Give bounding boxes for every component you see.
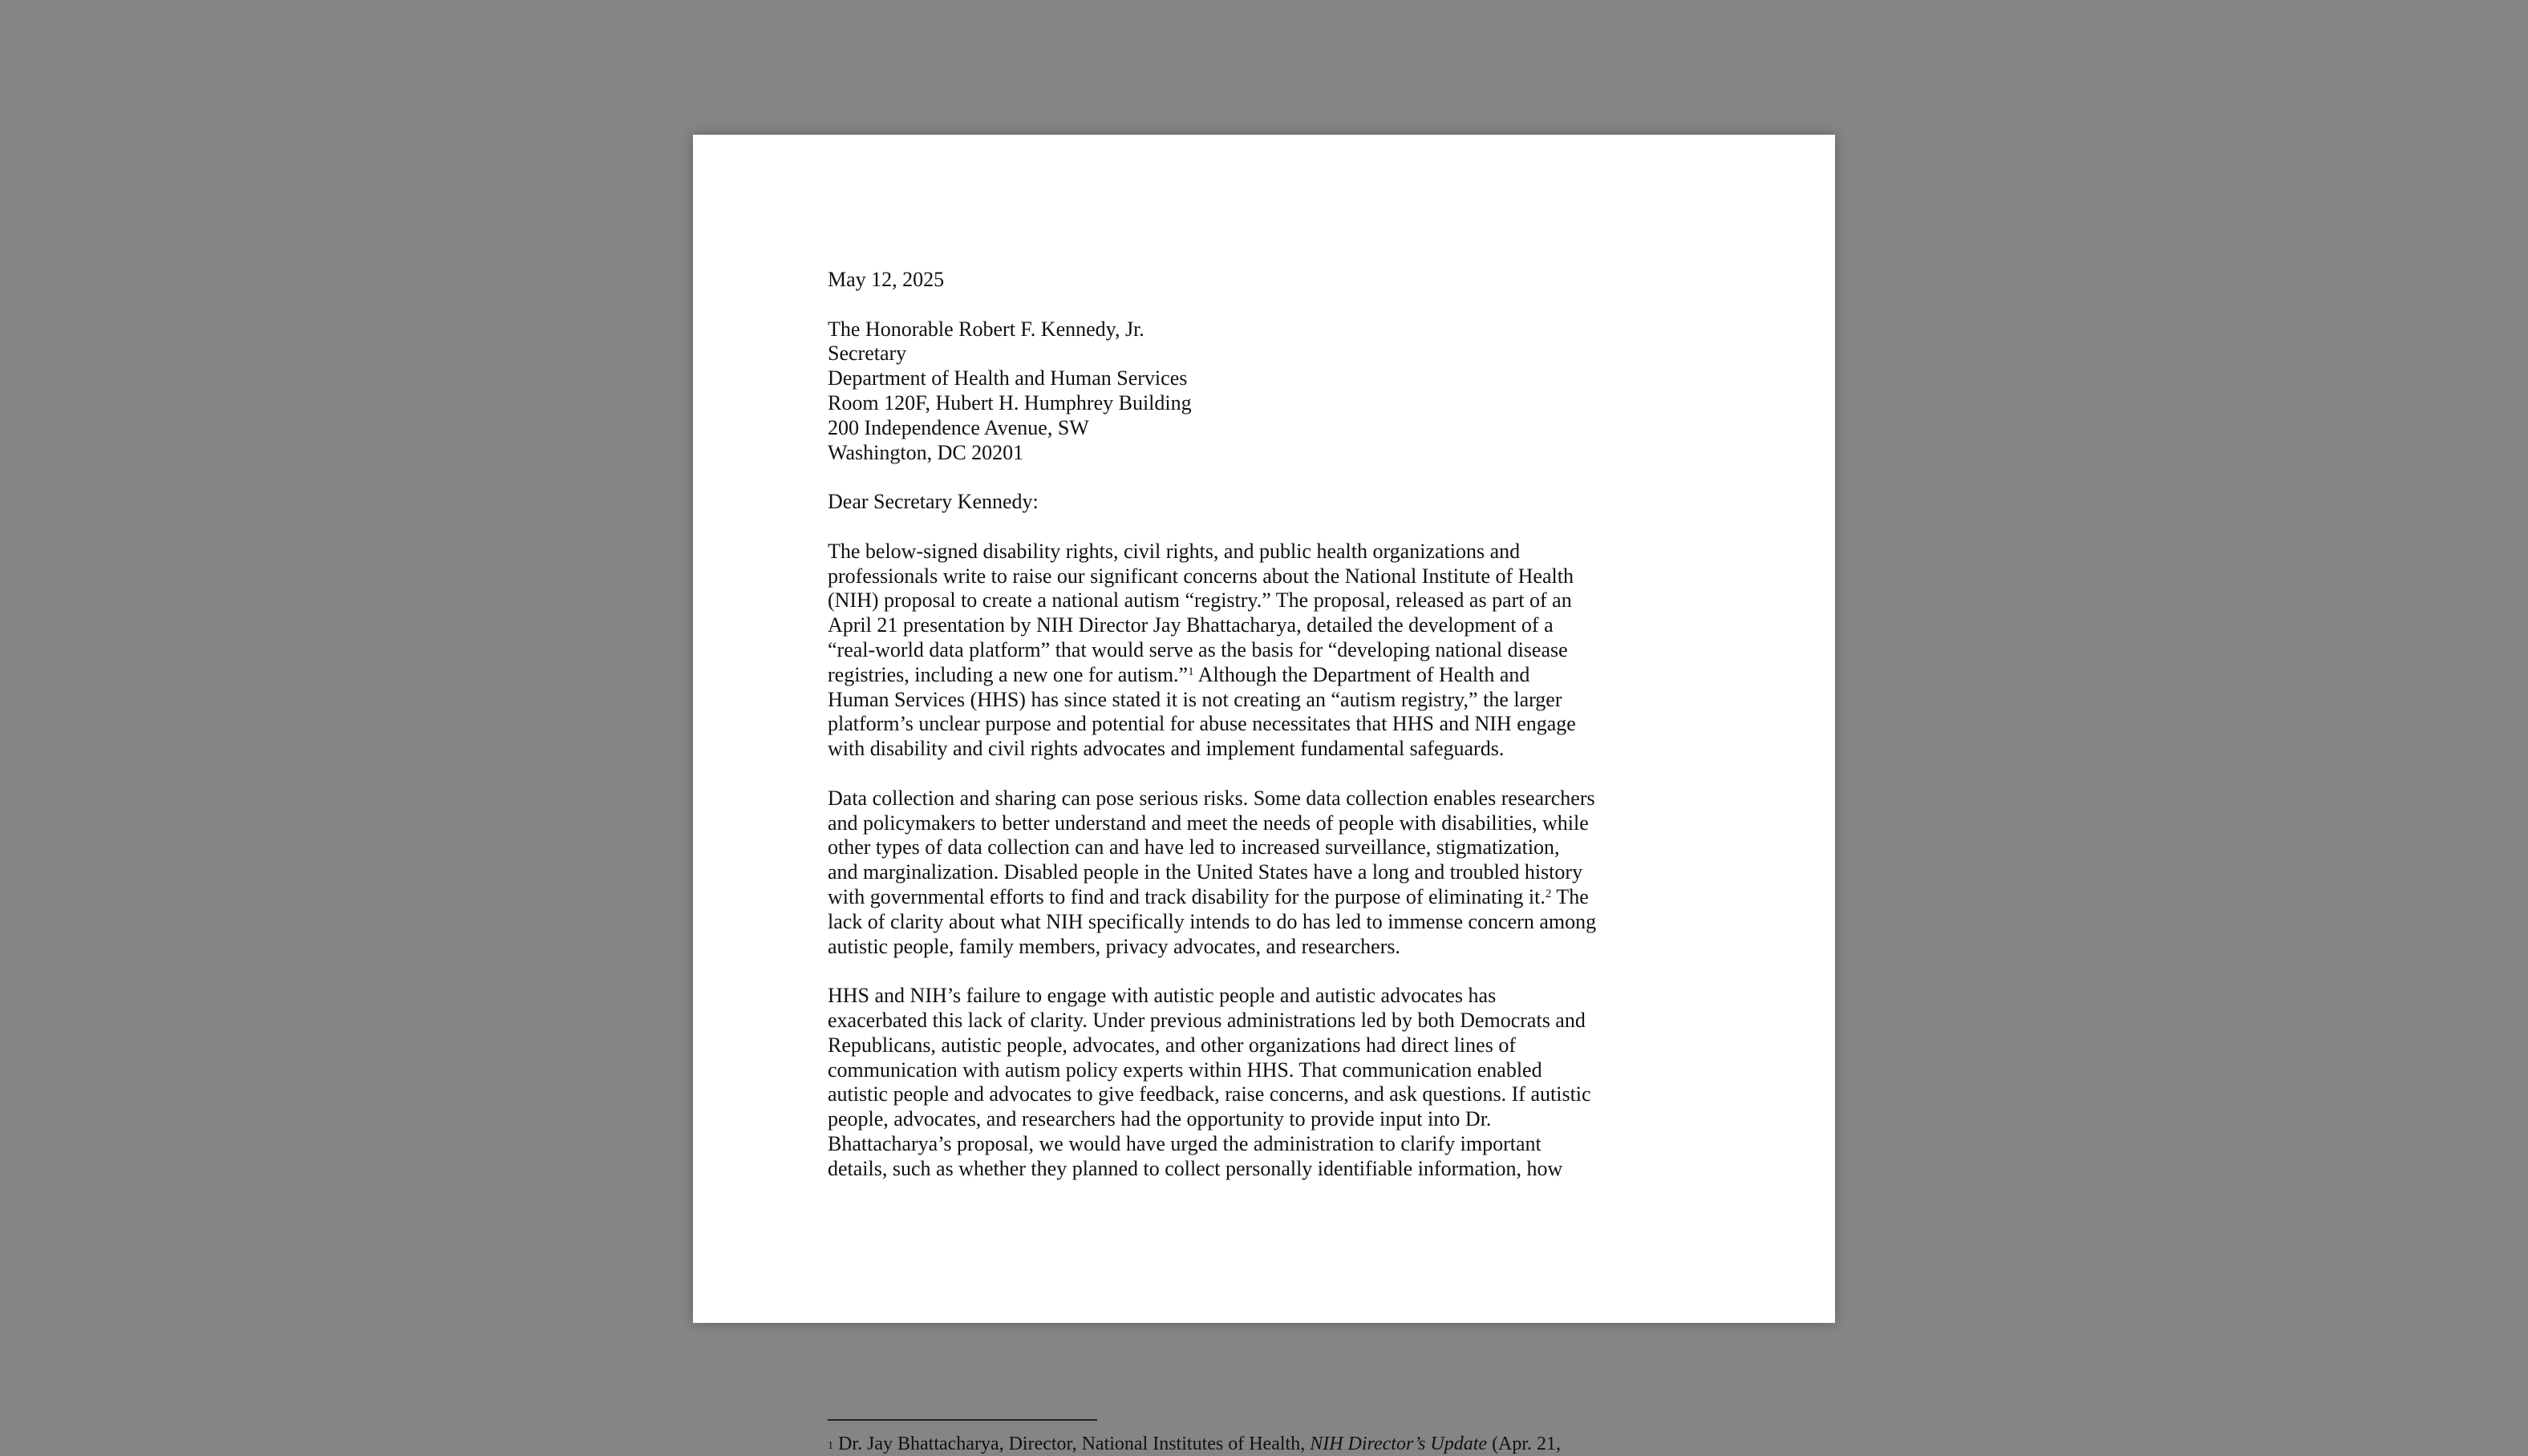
text-line: with disability and civil rights advocates and implement fundamental safeguards. xyxy=(828,737,1505,761)
text-line: registries, including a new one for autism.”$^1$ Although the Department of Health and xyxy=(828,662,1530,686)
text-line: other types of data collection can and have led to increased surveillance, stigmatization, xyxy=(828,835,1560,859)
text-line: lack of clarity about what NIH specifically intends to do has led to immense concern among xyxy=(828,909,1597,933)
text-line: and policymakers to better understand and meet the needs of people with disabilities, while xyxy=(828,811,1589,835)
address-line: Washington, DC 20201 xyxy=(828,440,1024,464)
text-line: with governmental efforts to find and track disability for the purpose of eliminating it.$^2$ The xyxy=(828,884,1589,908)
text-line: exacerbated this lack of clarity. Under previous administrations led by both Democrats and xyxy=(828,1008,1586,1032)
text-line: autistic people and advocates to give feedback, raise concerns, and ask questions. If autistic xyxy=(828,1082,1591,1106)
text-line: communication with autism policy experts within HHS. That communication enabled xyxy=(828,1058,1542,1082)
address-line: Room 120F, Hubert H. Humphrey Building xyxy=(828,390,1192,415)
paragraph-2 xyxy=(828,787,1710,960)
text-line: platform’s unclear purpose and potential for abuse necessitates that HHS and NIH engage xyxy=(828,712,1576,736)
text-line: Data collection and sharing can pose serious risks. Some data collection enables researchers xyxy=(828,786,1595,810)
footnote-ref-2[interactable]: 2 xyxy=(1545,887,1552,900)
address-line: Department of Health and Human Services xyxy=(828,366,1188,390)
text-line: Human Services (HHS) has since stated it is not creating an “autism registry,” the larger xyxy=(828,687,1562,711)
text-line: details, such as whether they planned to collect personally identifiable information, how xyxy=(828,1156,1563,1180)
text-line: and marginalization. Disabled people in the United States have a long and troubled history xyxy=(828,860,1583,884)
text-line: professionals write to raise our significant concerns about the National Institute of Health xyxy=(828,564,1574,588)
text-line: autistic people, family members, privacy advocates, and researchers. xyxy=(828,934,1400,958)
address-line: The Honorable Robert F. Kennedy, Jr. xyxy=(828,317,1144,341)
paragraph-1 xyxy=(828,540,1710,762)
text-line: “real-world data platform” that would serve as the basis for “developing national disease xyxy=(828,637,1568,661)
footnote-divider xyxy=(828,1419,1097,1421)
letter-body xyxy=(828,268,1710,1181)
text-line: The below-signed disability rights, civil rights, and public health organizations and xyxy=(828,539,1521,563)
text-line: (NIH) proposal to create a national autism “registry.” The proposal, released as part of an xyxy=(828,588,1572,613)
address-line: Secretary xyxy=(828,342,907,366)
document-page xyxy=(693,135,1835,1454)
text-line: people, advocates, and researchers had the opportunity to provide input into Dr. xyxy=(828,1107,1492,1131)
footnote-1: $^1$ Dr. Jay Bhattacharya, Director, National Institutes of Health, NIH Director’s Update (Apr. 21, xyxy=(828,1434,1562,1454)
text-line: April 21 presentation by NIH Director Jay Bhattacharya, detailed the development of a xyxy=(828,613,1554,637)
footnote-ref-1[interactable]: 1 xyxy=(1188,665,1194,678)
salutation: Dear Secretary Kennedy: xyxy=(828,490,1039,514)
text-line: Republicans, autistic people, advocates, and other organizations had direct lines of xyxy=(828,1033,1516,1057)
text-line: HHS and NIH’s failure to engage with autistic people and autistic advocates has xyxy=(828,984,1497,1008)
recipient-address xyxy=(828,317,1710,466)
address-line: 200 Independence Avenue, SW xyxy=(828,415,1089,439)
paragraph-3 xyxy=(828,984,1710,1181)
letter-date: May 12, 2025 xyxy=(828,268,945,291)
text-line: Bhattacharya’s proposal, we would have urged the administration to clarify important xyxy=(828,1131,1542,1155)
